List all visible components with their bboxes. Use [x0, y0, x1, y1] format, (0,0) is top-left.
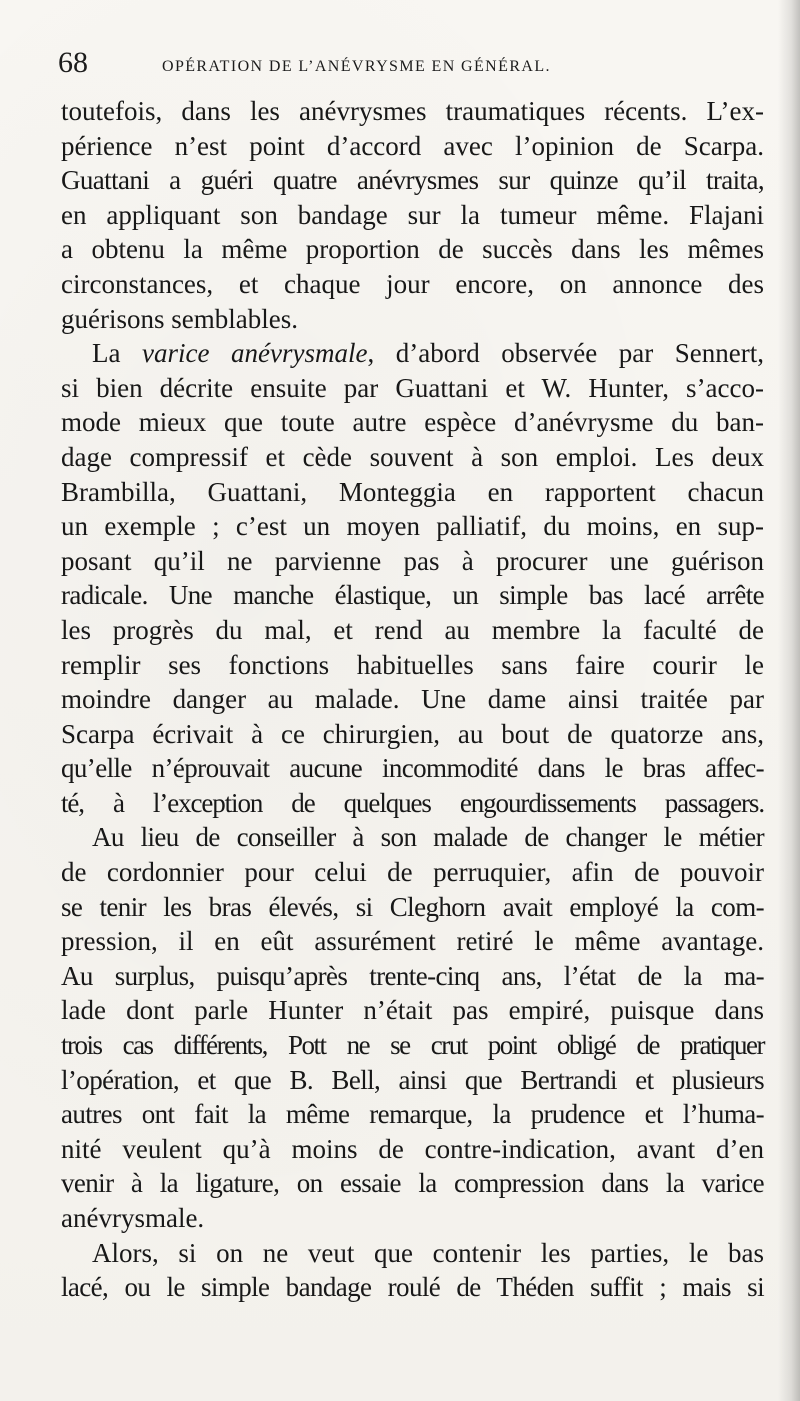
running-head [58, 44, 748, 84]
page-number: 68 [58, 46, 88, 79]
text-line: venir à la ligature, on essaie la compression dans la varice [61, 1168, 764, 1199]
text-line: posant qu’il ne parvienne pas à procurer une guérison [61, 545, 764, 576]
text-line: dage compressif et cède souvent à son emploi. Les deux [61, 441, 764, 472]
text-line: a obtenu la même proportion de succès dans les mêmes [61, 234, 764, 265]
text-line: lacé, ou le simple bandage roulé de Théden suffit ; mais si [61, 1272, 764, 1303]
text-line: nité veulent qu’à moins de contre-indication, avant d’en [61, 1133, 764, 1164]
text-line: mode mieux que toute autre espèce d’anévrysme du ban- [61, 407, 764, 438]
text-line: qu’elle n’éprouvait aucune incommodité dans le bras affec- [61, 753, 764, 784]
text-line: si bien décrite ensuite par Guattani et W. Hunter, s’acco- [61, 372, 764, 403]
text-run: , d’abord observée par Sennert, [367, 338, 764, 369]
text-line: Guattani a guéri quatre anévrysmes sur quinze qu’il traita, [61, 165, 764, 196]
text-line: les progrès du mal, et rend au membre la faculté de [61, 614, 764, 645]
text-line: de cordonnier pour celui de perruquier, afin de pouvoir [61, 857, 764, 888]
text-line: périence n’est point d’accord avec l’opinion de Scarpa. [61, 130, 764, 161]
text-line: toutefois, dans les anévrysmes traumatiques récents. L’ex- [61, 96, 764, 126]
running-title: OPÉRATION DE L’ANÉVRYSME EN GÉNÉRAL. [162, 58, 551, 75]
text-line: se tenir les bras élevés, si Cleghorn avait employé la com- [61, 891, 764, 922]
italic-term: varice anévrysmale [142, 338, 368, 369]
text-line: anévrysmale. [61, 1203, 205, 1233]
text-line: remplir ses fonctions habituelles sans faire courir le [61, 649, 764, 680]
text-line: trois cas différents, Pott ne se crut point obligé de pratiquer [61, 1030, 764, 1061]
text-run: La [92, 338, 143, 369]
text-line: té, à l’exception de quelques engourdissements passagers. [61, 787, 764, 818]
text-line: pression, il en eût assurément retiré le même avantage. [61, 926, 764, 957]
text-line: autres ont fait la même remarque, la prudence et l’huma- [61, 1099, 764, 1130]
body-text [61, 94, 764, 1305]
text-line: circonstances, et chaque jour encore, on annonce des [61, 268, 764, 299]
text-line: Scarpa écrivait à ce chirurgien, au bout de quatorze ans, [61, 718, 764, 749]
text-line: lade dont parle Hunter n’était pas empiré, puisque dans [61, 995, 764, 1026]
text-line: en appliquant son bandage sur la tumeur même. Flajani [61, 199, 764, 230]
text-line: guérisons semblables. [61, 303, 298, 334]
paragraph-start-line [61, 336, 764, 371]
paragraph-start-line: Alors, si on ne veut que contenir les parties, le bas [92, 1237, 764, 1268]
text-line: un exemple ; c’est un moyen palliatif, du moins, en sup- [61, 511, 764, 542]
text-line: Au surplus, puisqu’après trente-cinq ans, l’état de la ma- [61, 960, 764, 991]
text-line: Brambilla, Guattani, Monteggia en rapportent chacun [61, 476, 764, 507]
text-line: l’opération, et que B. Bell, ainsi que Bertrandi et plusieurs [61, 1064, 764, 1095]
text-line: radicale. Une manche élastique, un simple bas lacé arrête [61, 580, 764, 611]
text-line: moindre danger au malade. Une dame ainsi traitée par [61, 684, 764, 715]
paragraph-start-line: Au lieu de conseiller à son malade de changer le métier [92, 822, 764, 853]
page-edge-shadow [778, 0, 800, 1401]
